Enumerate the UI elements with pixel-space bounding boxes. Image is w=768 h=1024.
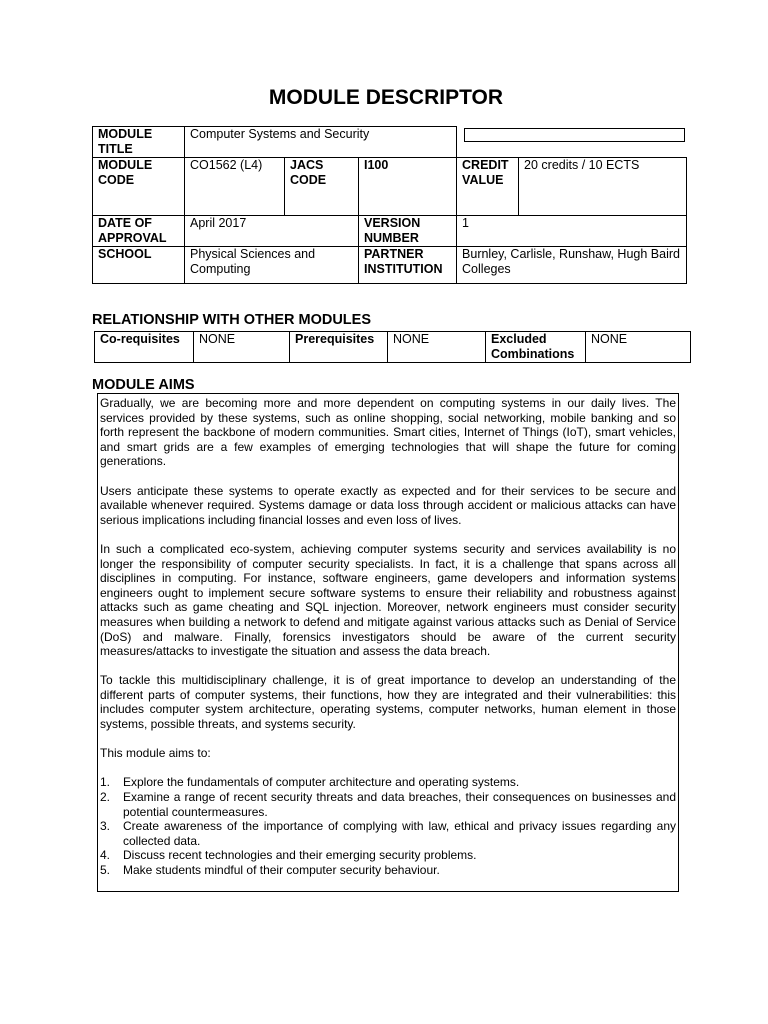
corequisites-label: Co-requisites xyxy=(95,332,194,363)
module-title-value: Computer Systems and Security xyxy=(185,127,457,158)
excluded-combinations-label: Excluded Combinations xyxy=(486,332,586,363)
aims-list-item xyxy=(100,848,676,863)
prerequisites-value: NONE xyxy=(388,332,486,363)
corequisites-value: NONE xyxy=(194,332,290,363)
aims-paragraph: To tackle this multidisciplinary challenge, it is of great importance to develop an understanding of the different parts of computer systems, their functions, how they are integrated and their vulnerabilities: this includes computer system architecture, operating systems, computer networks, human element in those systems, possible threats, and systems security. xyxy=(100,673,676,732)
module-code-value: CO1562 (L4) xyxy=(185,158,285,216)
credit-value-value: 20 credits / 10 ECTS xyxy=(519,158,687,216)
aims-list-item xyxy=(100,775,676,790)
version-number-label: VERSION NUMBER xyxy=(359,216,457,247)
aims-list xyxy=(100,775,676,877)
excluded-combinations-value: NONE xyxy=(586,332,691,363)
list-number: 1. xyxy=(100,775,111,790)
version-number-value: 1 xyxy=(457,216,687,247)
relationship-table xyxy=(94,331,691,363)
school-value: Physical Sciences and Computing xyxy=(185,247,359,284)
date-approval-row xyxy=(93,216,687,247)
jacs-code-value: I100 xyxy=(359,158,457,216)
aims-list-item xyxy=(100,863,676,878)
document-title: MODULE DESCRIPTOR xyxy=(268,86,504,109)
module-title-blank-cell xyxy=(457,127,687,158)
module-info-table xyxy=(92,126,687,284)
aims-paragraph: Users anticipate these systems to operate exactly as expected and for their services to be secure and available whenever required. Systems damage or data loss through accident or malicious attacks can have serious implications including financial losses and even loss of lives. xyxy=(100,483,676,527)
list-number: 2. xyxy=(100,790,111,805)
module-title-label: MODULE TITLE xyxy=(93,127,185,158)
module-code-label: MODULE CODE xyxy=(93,158,185,216)
aims-intro: This module aims to: xyxy=(100,746,211,761)
aims-paragraph: Gradually, we are becoming more and more dependent on computing systems in our daily lives. The services provided by these systems, such as online shopping, social networking, mobile banking and so forth represent the backbone of modern communities. Smart cities, Internet of Things (IoT), smart vehicles, and smart grids are a few examples of emerging technologies that will shape the future for coming generations. xyxy=(100,396,676,469)
list-number: 5. xyxy=(100,863,111,877)
relationship-row xyxy=(95,332,691,363)
module-title-empty-box xyxy=(464,128,685,142)
school-label: SCHOOL xyxy=(93,247,185,284)
aims-paragraph: In such a complicated eco-system, achieving computer systems security and services availability is no longer the responsibility of computer security specialists. In fact, it is a challenge that spans across all disciplines in computing. For instance, software engineers, game developers and information systems engineers ought to implement secure software systems to ensure their reliability and robustness against attacks such as game cheating and SQL injection. Moreover, network engineers must consider security measures when building a network to defend and mitigate against various attacks such as Denial of Service (DoS) and malware. Finally, forensics investigators should be aware of the current security measures/attacks to investigate the situation and assess the data breach. xyxy=(100,541,676,659)
jacs-code-label: JACS CODE xyxy=(285,158,359,216)
date-of-approval-label: DATE OF APPROVAL xyxy=(93,216,185,247)
date-of-approval-value: April 2017 xyxy=(185,216,359,247)
list-text: Discuss recent technologies and their emerging security problems. xyxy=(123,848,477,863)
relationship-heading: RELATIONSHIP WITH OTHER MODULES xyxy=(92,312,371,328)
school-row xyxy=(93,247,687,284)
module-aims-box xyxy=(97,393,679,892)
list-number: 4. xyxy=(100,848,111,863)
partner-institution-label: PARTNER INSTITUTION xyxy=(359,247,457,284)
module-title-row xyxy=(93,127,687,158)
module-aims-heading: MODULE AIMS xyxy=(92,377,195,393)
list-text: Explore the fundamentals of computer architecture and operating systems. xyxy=(123,775,520,790)
list-text: Create awareness of the importance of complying with law, ethical and privacy issues regarding any collected data. xyxy=(123,819,676,848)
aims-list-item xyxy=(100,790,676,819)
list-text: Examine a range of recent security threats and data breaches, their consequences on businesses and potential countermeasures. xyxy=(123,790,676,819)
aims-list-item xyxy=(100,819,676,848)
credit-value-label: CREDIT VALUE xyxy=(457,158,519,216)
list-text: Make students mindful of their computer security behaviour. xyxy=(123,863,440,877)
prerequisites-label: Prerequisites xyxy=(290,332,388,363)
list-number: 3. xyxy=(100,819,111,834)
partner-institution-value: Burnley, Carlisle, Runshaw, Hugh Baird Colleges xyxy=(457,247,687,284)
module-code-row xyxy=(93,158,687,216)
